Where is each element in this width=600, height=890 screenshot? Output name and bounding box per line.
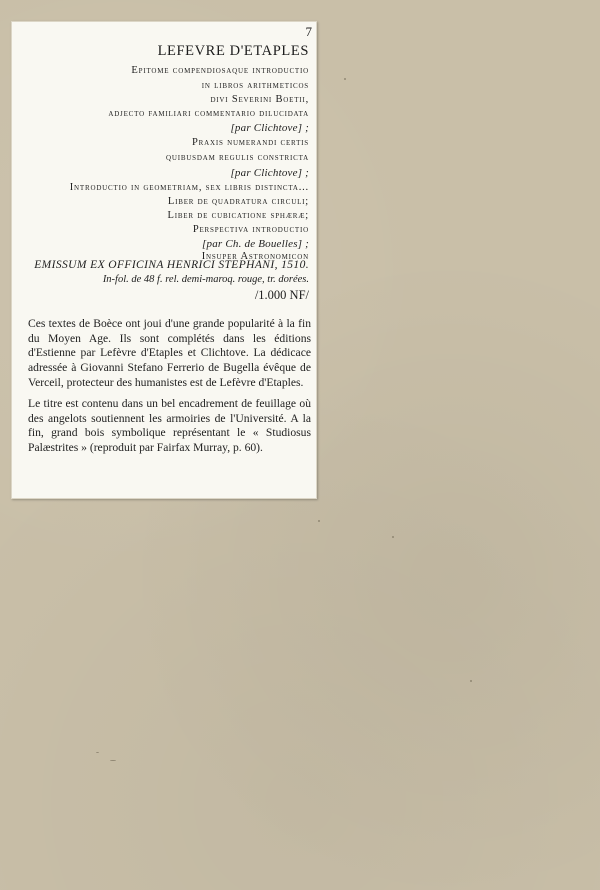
imprint-line: EMISSUM EX OFFICINA HENRICI STEPHANI, 1510. bbox=[34, 259, 309, 271]
title-line: Insuper Astronomicon bbox=[201, 251, 309, 262]
title-line: adjecto familiari commentario dilucidata bbox=[108, 108, 309, 119]
board-speck bbox=[96, 752, 99, 753]
board-speck bbox=[110, 760, 116, 761]
title-line: divi Severini Boetii, bbox=[210, 94, 309, 105]
note-paragraph: Ces textes de Boèce ont joui d'une grande popularité à la fin du Moyen Age. Ils sont complétés dans les éditions d'Estienne par Lefèvre d'Etaples et Clichtove. La dédicace adressée à Giovanni Stefano Ferrerio de Bugella évêque de Verceil, protecteur des humanistes est de Lefèvre d'Etaples. bbox=[28, 317, 311, 389]
board-speck bbox=[318, 520, 320, 522]
note-paragraph: Le titre est contenu dans un bel encadrement de feuillage où des angelots soutiennent les armoiries de l'Université. A la fin, grand bois symbolique représentant le « Studiosus Palæstrites » (reproduit par Fairfax Murray, p. 60). bbox=[28, 397, 311, 455]
attribution-line: [par Ch. de Bouelles] ; bbox=[202, 238, 309, 250]
title-line: Praxis numerandi certis bbox=[192, 137, 309, 148]
board-speck bbox=[470, 680, 472, 682]
author-heading: LEFEVRE D'ETAPLES bbox=[157, 43, 309, 59]
physical-description: In-fol. de 48 f. rel. demi-maroq. rouge, tr. dorées. bbox=[102, 274, 309, 285]
attribution-line: [par Clichtove] ; bbox=[230, 167, 309, 179]
title-line: in libros arithmeticos bbox=[201, 80, 309, 91]
title-line: quibusdam regulis constricta bbox=[166, 152, 309, 163]
title-line: Liber de quadratura circuli; bbox=[167, 196, 309, 207]
price: /1.000 NF/ bbox=[254, 288, 309, 302]
title-line: Liber de cubicatione sphæræ; bbox=[167, 210, 309, 221]
title-line: Epitome compendiosaque introductio bbox=[131, 65, 309, 76]
board-speck bbox=[392, 536, 394, 538]
board-speck bbox=[344, 78, 346, 80]
title-line: Introductio in geometriam, sex libris distincta... bbox=[69, 182, 309, 193]
page-number: 7 bbox=[305, 24, 312, 39]
attribution-line: [par Clichtove] ; bbox=[230, 122, 309, 134]
catalogue-clipping bbox=[11, 21, 317, 499]
title-line: Perspectiva introductio bbox=[192, 224, 309, 235]
